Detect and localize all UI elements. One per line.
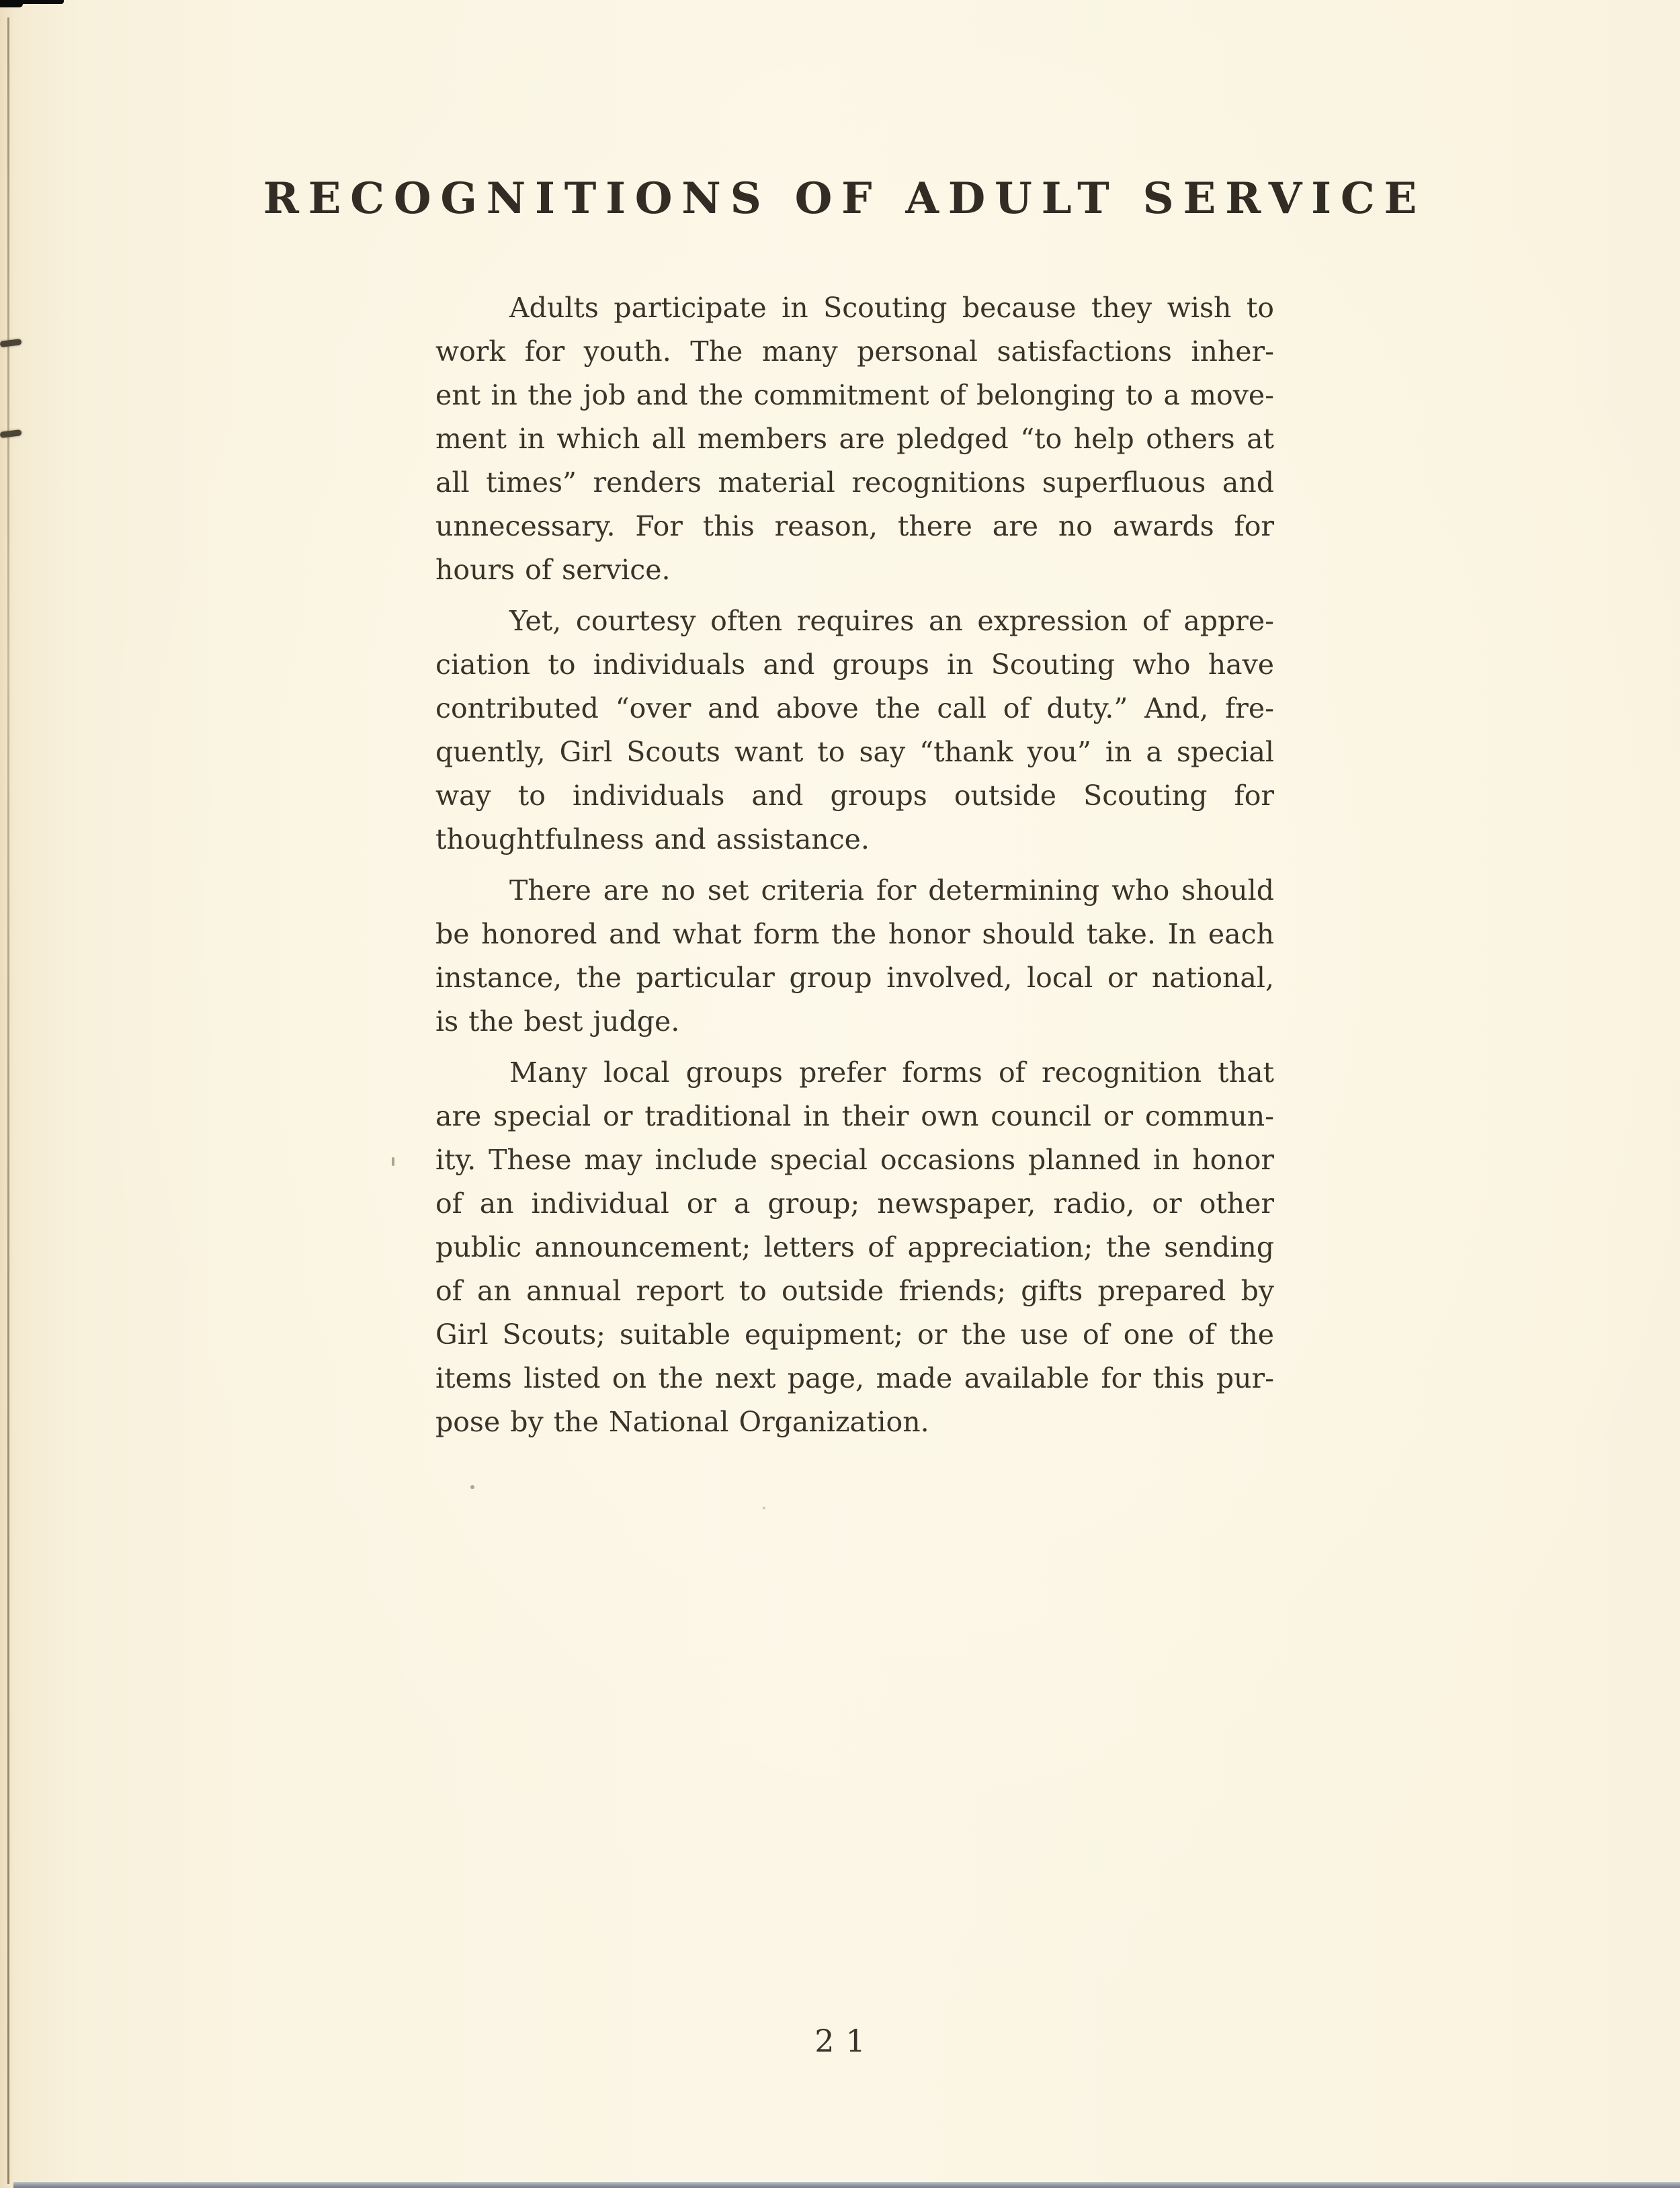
- text-line: thoughtfulness and assistance.: [435, 823, 870, 855]
- scan-bottom-edge: [13, 2182, 1680, 2188]
- paragraph: [435, 286, 1274, 592]
- text-line: ment in which all members are pledged “to help others at: [435, 423, 1274, 455]
- text-line: are special or traditional in their own council or commun-: [435, 1100, 1274, 1132]
- text-line: unnecessary. For this reason, there are no awards for: [435, 510, 1274, 542]
- paragraph: [435, 869, 1274, 1044]
- scan-corner-artifact: [0, 0, 64, 4]
- text-line: Adults participate in Scouting because they wish to: [509, 292, 1274, 324]
- text-line: ciation to individuals and groups in Scouting who have: [435, 648, 1274, 681]
- text-line: be honored and what form the honor should take. In each: [435, 918, 1274, 950]
- text-line: ity. These may include special occasions planned in honor: [435, 1144, 1274, 1176]
- page-number: 21: [814, 2023, 877, 2059]
- paper-speck: [763, 1507, 765, 1509]
- text-line: Girl Scouts; suitable equipment; or the use of one of the: [435, 1318, 1274, 1351]
- text-line: There are no set criteria for determining who should: [509, 874, 1274, 907]
- text-line: all times” renders material recognitions superfluous and: [435, 466, 1274, 499]
- text-line: public announcement; letters of appreciation; the sending: [435, 1231, 1274, 1263]
- body-text: [435, 286, 1274, 1444]
- text-line: hours of service.: [435, 554, 671, 586]
- text-line: quently, Girl Scouts want to say “thank you” in a special: [435, 736, 1274, 768]
- text-line: work for youth. The many personal satisfactions inher-: [435, 335, 1274, 368]
- text-line: contributed “over and above the call of duty.” And, fre-: [435, 692, 1274, 724]
- paper-speck: [470, 1485, 474, 1489]
- text-line: of an individual or a group; newspaper, radio, or other: [435, 1187, 1274, 1220]
- binding-stitch-mark: [0, 429, 22, 438]
- text-line: instance, the particular group involved, local or national,: [435, 962, 1274, 994]
- page-title: RECOGNITIONS OF ADULT SERVICE: [263, 173, 1427, 224]
- text-line: Many local groups prefer forms of recognition that: [509, 1056, 1274, 1089]
- text-line: ent in the job and the commitment of belonging to a move-: [435, 379, 1274, 411]
- paper-speck: [392, 1157, 394, 1166]
- paragraph: [435, 599, 1274, 861]
- text-line: way to individuals and groups outside Scouting for: [435, 780, 1274, 812]
- text-line: Yet, courtesy often requires an expression of appre-: [509, 605, 1274, 637]
- text-line: pose by the National Organization.: [435, 1406, 929, 1438]
- text-line: items listed on the next page, made available for this pur-: [435, 1362, 1274, 1394]
- text-line: is the best judge.: [435, 1005, 680, 1038]
- binding-stitch-mark: [0, 339, 22, 347]
- text-line: of an annual report to outside friends; gifts prepared by: [435, 1275, 1274, 1307]
- paragraph: [435, 1051, 1274, 1444]
